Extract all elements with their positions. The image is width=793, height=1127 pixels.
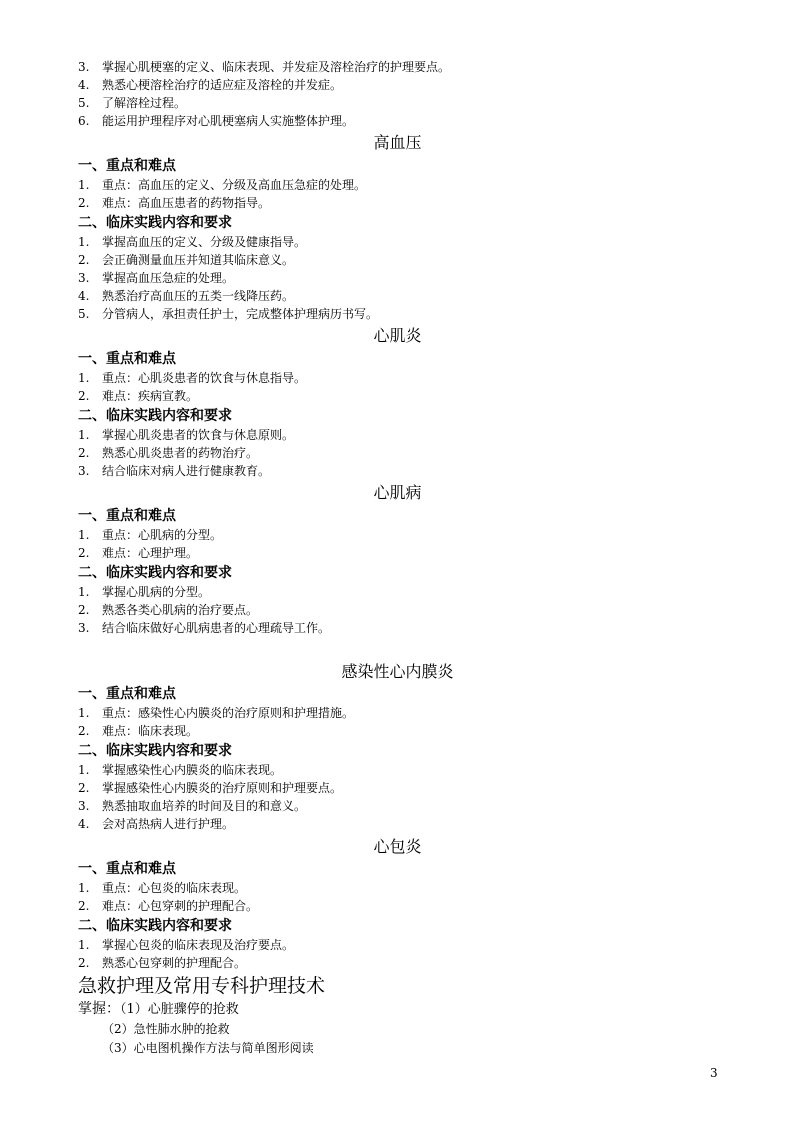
list-item <box>78 898 258 915</box>
list-item <box>78 762 282 779</box>
item-text: 熟悉心肌炎患者的药物治疗。 <box>102 446 259 460</box>
subheading-key-points: 一、重点和难点 <box>78 508 176 524</box>
item-number: 2. <box>78 546 90 560</box>
list-item <box>78 95 186 112</box>
item-number: 2. <box>78 446 90 460</box>
list-item <box>78 370 306 387</box>
item-number: 2. <box>78 956 90 970</box>
item-number: 3. <box>78 799 90 813</box>
item-text: 结合临床对病人进行健康教育。 <box>102 464 271 478</box>
list-item <box>78 288 294 305</box>
item-number: 1. <box>78 178 90 192</box>
list-item <box>78 77 342 94</box>
subheading-requirements: 二、临床实践内容和要求 <box>78 408 232 424</box>
item-number: 4. <box>78 289 90 303</box>
list-item <box>78 306 378 323</box>
item-text: 熟悉治疗高血压的五类一线降压药。 <box>102 289 295 303</box>
list-item <box>78 816 234 833</box>
item-text: 能运用护理程序对心肌梗塞病人实施整体护理。 <box>102 114 355 128</box>
section-title-endocarditis: 感染性心内膜炎 <box>341 662 454 681</box>
section-title-pericarditis: 心包炎 <box>373 837 422 856</box>
item-text: 掌握心肌病的分型。 <box>102 585 211 599</box>
subheading-key-points: 一、重点和难点 <box>78 686 176 702</box>
subheading-requirements: 二、临床实践内容和要求 <box>78 918 232 934</box>
chapter-title-emergency: 急救护理及常用专科护理技术 <box>78 975 326 997</box>
list-item <box>78 445 258 462</box>
mastery-label: 掌握： <box>78 1001 120 1017</box>
item-number: 1. <box>78 881 90 895</box>
item-number: 3. <box>78 621 90 635</box>
list-item <box>78 723 198 740</box>
item-text: 难点：高血压患者的药物指导。 <box>102 196 271 210</box>
item-text: 结合临床做好心肌病患者的心理疏导工作。 <box>102 621 331 635</box>
list-item <box>78 195 270 212</box>
list-item <box>78 270 234 287</box>
list-item <box>78 113 354 130</box>
item-number: 1. <box>78 938 90 952</box>
list-item <box>78 955 246 972</box>
mastery-item: （1）心脏骤停的抢救 <box>120 1002 239 1017</box>
list-item <box>78 620 330 637</box>
list-item <box>78 59 450 76</box>
page-number: 3 <box>710 1066 718 1080</box>
list-item <box>78 798 306 815</box>
item-number: 3. <box>78 60 90 74</box>
item-number: 1. <box>78 706 90 720</box>
item-number: 3. <box>78 271 90 285</box>
item-number: 1. <box>78 585 90 599</box>
item-number: 2. <box>78 603 90 617</box>
item-text: 难点：临床表现。 <box>102 724 199 738</box>
item-text: 掌握高血压急症的处理。 <box>102 271 235 285</box>
item-number: 2. <box>78 781 90 795</box>
item-text: 掌握心肌炎患者的饮食与休息原则。 <box>102 428 295 442</box>
list-item <box>78 545 198 562</box>
item-number: 5. <box>78 96 90 110</box>
list-item <box>78 880 246 897</box>
item-text: 掌握感染性心内膜炎的治疗原则和护理要点。 <box>102 781 343 795</box>
list-item <box>78 388 198 405</box>
item-text: 熟悉各类心肌病的治疗要点。 <box>102 603 259 617</box>
item-text: 了解溶栓过程。 <box>102 96 187 110</box>
item-text: 难点：疾病宣教。 <box>102 389 199 403</box>
item-text: 分管病人，承担责任护士，完成整体护理病历书写。 <box>102 307 379 321</box>
subheading-requirements: 二、临床实践内容和要求 <box>78 743 232 759</box>
list-item <box>78 234 306 251</box>
item-text: 难点：心理护理。 <box>102 546 199 560</box>
item-number: 2. <box>78 253 90 267</box>
subheading-requirements: 二、临床实践内容和要求 <box>78 215 232 231</box>
item-text: 掌握心包炎的临床表现及治疗要点。 <box>102 938 295 952</box>
list-item <box>78 527 222 544</box>
subheading-key-points: 一、重点和难点 <box>78 351 176 367</box>
item-number: 1. <box>78 528 90 542</box>
list-item <box>78 252 294 269</box>
item-number: 2. <box>78 389 90 403</box>
item-number: 1. <box>78 428 90 442</box>
list-item <box>78 602 258 619</box>
subheading-key-points: 一、重点和难点 <box>78 861 176 877</box>
item-number: 6. <box>78 114 90 128</box>
section-title-hypertension: 高血压 <box>373 133 422 152</box>
subheading-key-points: 一、重点和难点 <box>78 158 176 174</box>
list-item <box>78 463 270 480</box>
item-number: 2. <box>78 196 90 210</box>
item-text: 重点：高血压的定义、分级及高血压急症的处理。 <box>102 178 367 192</box>
subheading-requirements: 二、临床实践内容和要求 <box>78 565 232 581</box>
list-item <box>78 937 294 954</box>
list-item <box>78 584 210 601</box>
item-number: 2. <box>78 899 90 913</box>
item-text: 掌握高血压的定义、分级及健康指导。 <box>102 235 307 249</box>
list-item <box>78 177 366 194</box>
list-item <box>78 427 294 444</box>
item-number: 1. <box>78 763 90 777</box>
section-title-cardiomyopathy: 心肌病 <box>373 483 422 502</box>
item-text: 重点：心包炎的临床表现。 <box>102 881 247 895</box>
item-text: 重点：心肌病的分型。 <box>102 528 223 542</box>
item-number: 1. <box>78 235 90 249</box>
section-title-myocarditis: 心肌炎 <box>373 326 422 345</box>
item-text: 熟悉心包穿刺的护理配合。 <box>102 956 247 970</box>
item-number: 4. <box>78 78 90 92</box>
item-text: 熟悉心梗溶栓治疗的适应症及溶栓的并发症。 <box>102 78 343 92</box>
item-text: 会正确测量血压并知道其临床意义。 <box>102 253 295 267</box>
item-number: 4. <box>78 817 90 831</box>
list-item <box>78 705 354 722</box>
item-text: 熟悉抽取血培养的时间及目的和意义。 <box>102 799 307 813</box>
list-item <box>78 780 342 797</box>
item-text: 掌握心肌梗塞的定义、临床表现、并发症及溶栓治疗的护理要点。 <box>102 60 451 74</box>
item-number: 3. <box>78 464 90 478</box>
mastery-item: （2）急性肺水肿的抢救 <box>102 1022 230 1036</box>
mastery-item: （3）心电图机操作方法与简单图形阅读 <box>102 1041 314 1055</box>
item-text: 重点：心肌炎患者的饮食与休息指导。 <box>102 371 307 385</box>
item-text: 重点：感染性心内膜炎的治疗原则和护理措施。 <box>102 706 355 720</box>
item-text: 掌握感染性心内膜炎的临床表现。 <box>102 763 283 777</box>
item-text: 会对高热病人进行护理。 <box>102 817 235 831</box>
item-number: 1. <box>78 371 90 385</box>
item-text: 难点：心包穿刺的护理配合。 <box>102 899 259 913</box>
item-number: 5. <box>78 307 90 321</box>
mastery-line <box>78 1000 239 1019</box>
item-number: 2. <box>78 724 90 738</box>
